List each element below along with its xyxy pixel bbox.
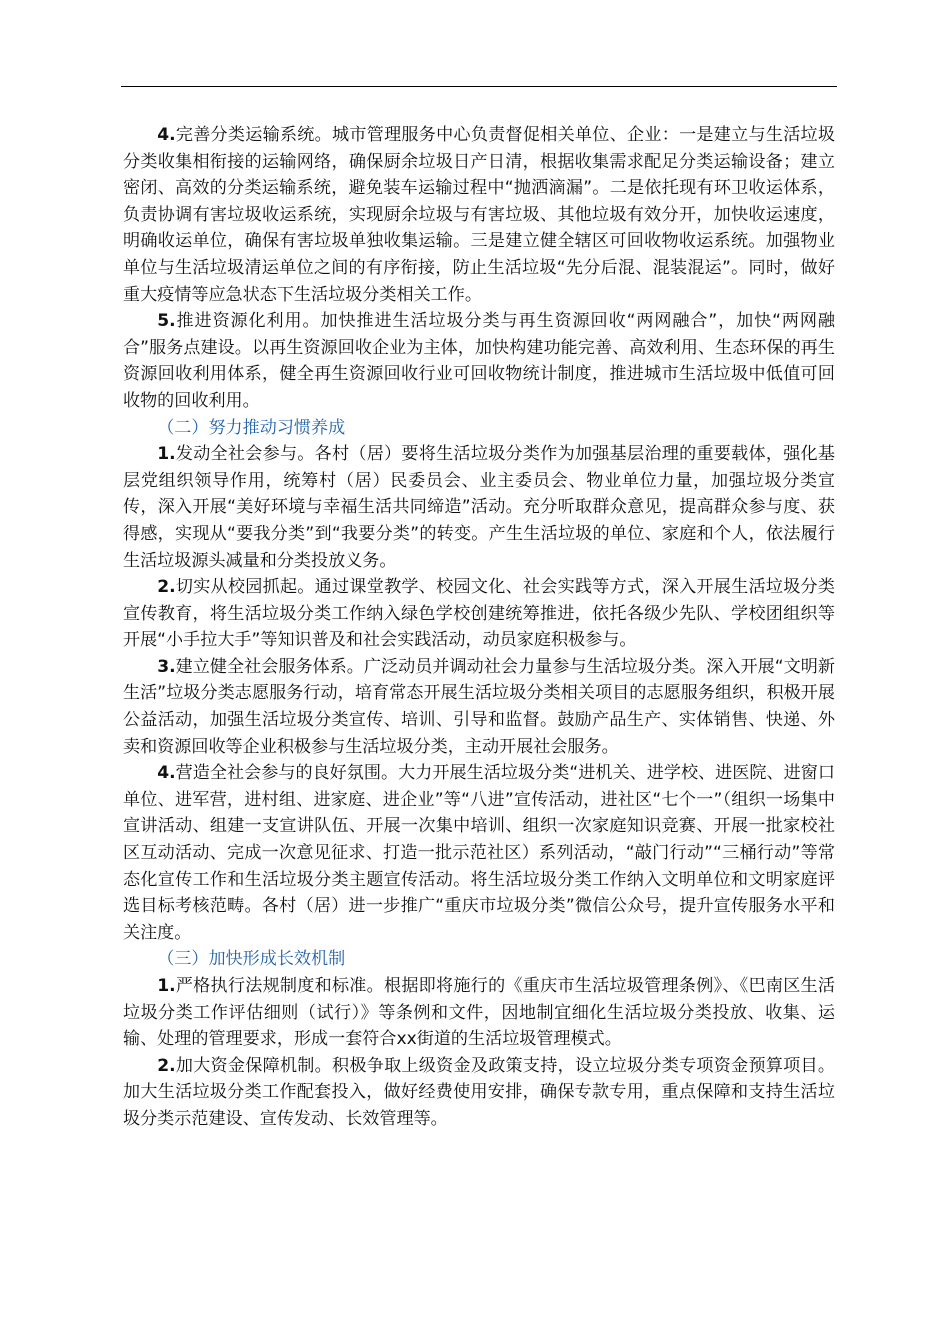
paragraph-item-1-regulations bbox=[123, 973, 835, 1053]
item-number: 5. bbox=[157, 311, 176, 332]
item-text: 发动全社会参与。各村（居）要将生活垃圾分类作为加强基层治理的重要载体，强化基层党组织领导作用，统筹村（居）民委员会、业主委员会、物业单位力量，加强垃圾分类宣传，深入开展“美好环境与幸福生活共同缔造”活动。充分听取群众意见，提高群众参与度、获得感，实现从“要我分类”到“我要分类”的转变。产生生活垃圾的单位、家庭和个人，依法履行生活垃圾源头减量和分类投放义务。 bbox=[123, 444, 835, 571]
paragraph-item-2-campus bbox=[123, 574, 835, 654]
paragraph-item-4-atmosphere bbox=[123, 760, 835, 946]
paragraph-item-4-transport bbox=[123, 122, 835, 308]
item-number: 4. bbox=[157, 763, 176, 784]
item-number: 3. bbox=[157, 656, 176, 677]
paragraph-item-2-funding bbox=[123, 1053, 835, 1133]
item-number: 2. bbox=[157, 1055, 176, 1076]
item-number: 1. bbox=[157, 976, 176, 996]
paragraph-item-1-society bbox=[123, 441, 835, 574]
item-text: 建立健全社会服务体系。广泛动员并调动社会力量参与生活垃圾分类。深入开展“文明新生活”垃圾分类志愿服务行动，培育常态开展生活垃圾分类相关项目的志愿服务组织，积极开展公益活动，加强生活垃圾分类宣传、培训、引导和监督。鼓励产品生产、实体销售、快递、外卖和资源回收等企业积极参与生活垃圾分类，主动开展社会服务。 bbox=[123, 656, 835, 757]
header-rule bbox=[121, 86, 837, 87]
item-text: 推进资源化利用。加快推进生活垃圾分类与再生资源回收“两网融合”，加快“两网融合”服务点建设。以再生资源回收企业为主体，加快构建功能完善、高效利用、生态环保的再生资源回收利用体系，健全再生资源回收行业可回收物统计制度，推进城市生活垃圾中低值可回收物的回收利用。 bbox=[123, 311, 835, 411]
paragraph-item-5-recycling bbox=[123, 308, 835, 414]
section-heading-mechanism: （三）加快形成长效机制 bbox=[157, 949, 346, 970]
item-text: 加大资金保障机制。积极争取上级资金及政策支持，设立垃圾分类专项资金预算项目。加大生活垃圾分类工作配套投入，做好经费使用安排，确保专款专用，重点保障和支持生活垃圾分类示范建设、宣传发动、长效管理等。 bbox=[123, 1055, 835, 1129]
item-text: 营造全社会参与的良好氛围。大力开展生活垃圾分类“进机关、进学校、进医院、进窗口单位、进军营，进村组、进家庭、进企业”等“八进”宣传活动，进社区“七个一”（组织一场集中宣讲活动、组建一支宣讲队伍、开展一次集中培训、组织一次家庭知识竞赛、开展一批家校社区互动活动、完成一次意见征求、打造一批示范社区）系列活动，“敲门行动”“三桶行动”等常态化宣传工作和生活垃圾分类主题宣传活动。将生活垃圾分类工作纳入文明单位和文明家庭评选目标考核范畴。各村（居）进一步推广“重庆市垃圾分类”微信公众号，提升宣传服务水平和关注度。 bbox=[123, 763, 835, 943]
item-text: 严格执行法规制度和标准。根据即将施行的《重庆市生活垃圾管理条例》、《巴南区生活垃圾分类工作评估细则（试行）》等条例和文件，因地制宜细化生活垃圾分类投放、收集、运输、处理的管理要求，形成一套符合xx街道的生活垃圾管理模式。 bbox=[123, 976, 835, 1050]
item-number: 2. bbox=[157, 577, 176, 598]
document-body bbox=[123, 122, 835, 1133]
section-heading-habits: （二）努力推动习惯养成 bbox=[157, 417, 346, 438]
item-text: 完善分类运输系统。城市管理服务中心负责督促相关单位、企业：一是建立与生活垃圾分类收集相衔接的运输网络，确保厨余垃圾日产日清，根据收集需求配足分类运输设备；建立密闭、高效的分类运输系统，避免装车运输过程中“抛洒滴漏”。二是依托现有环卫收运体系，负责协调有害垃圾收运系统，实现厨余垃圾与有害垃圾、其他垃圾有效分开，加快收运速度，明确收运单位，确保有害垃圾单独收集运输。三是建立健全辖区可回收物收运系统。加强物业单位与生活垃圾清运单位之间的有序衔接，防止生活垃圾“先分后混、混装混运”。同时，做好重大疫情等应急状态下生活垃圾分类相关工作。 bbox=[123, 125, 835, 305]
item-number: 1. bbox=[157, 444, 176, 465]
paragraph-item-3-service-system bbox=[123, 654, 835, 760]
item-number: 4. bbox=[157, 125, 176, 145]
item-text: 切实从校园抓起。通过课堂教学、校园文化、社会实践等方式，深入开展生活垃圾分类宣传教育，将生活垃圾分类工作纳入绿色学校创建统筹推进，依托各级少先队、学校团组织等开展“小手拉大手”等知识普及和社会实践活动，动员家庭积极参与。 bbox=[123, 577, 835, 651]
